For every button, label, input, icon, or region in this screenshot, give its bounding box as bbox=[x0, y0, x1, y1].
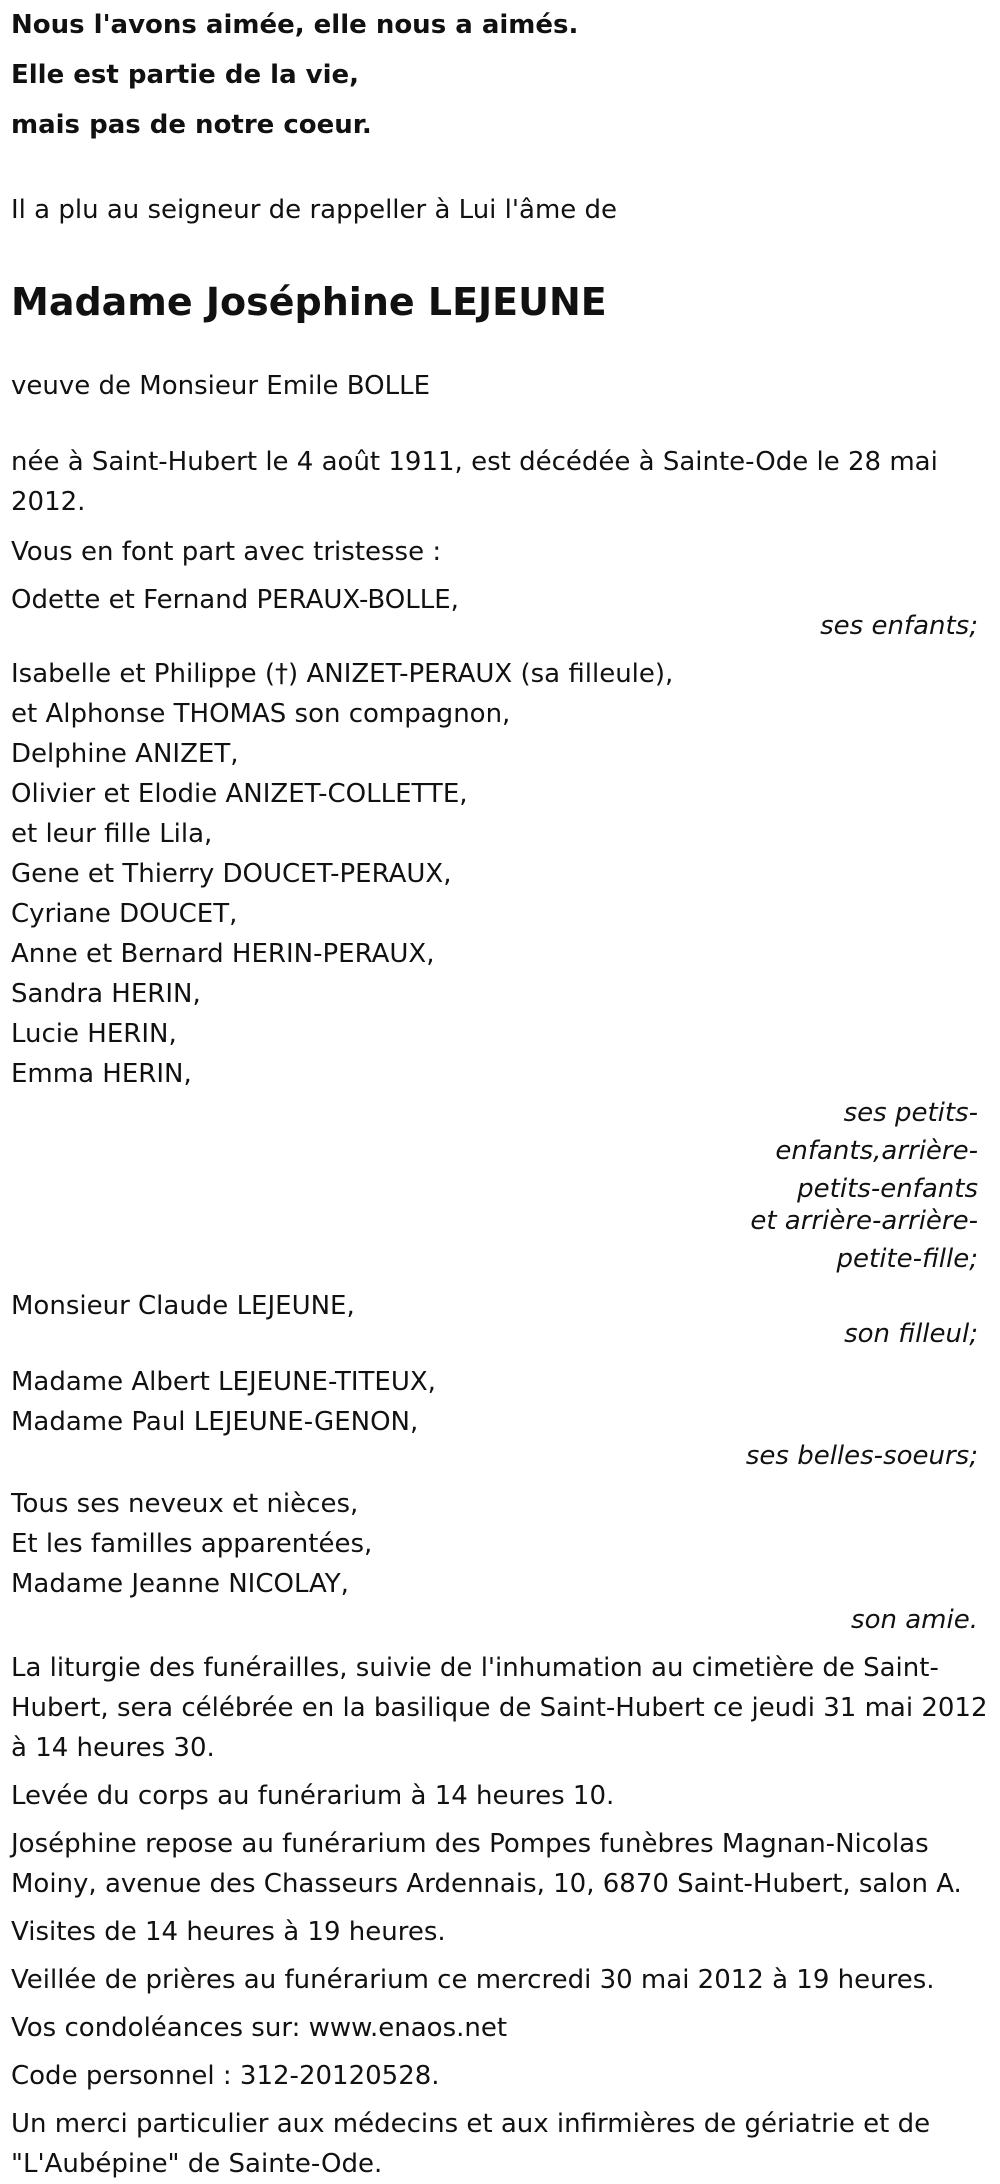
opening-verse bbox=[11, 0, 989, 150]
family-line: et Alphonse THOMAS son compagnon, bbox=[11, 699, 511, 729]
family-line: Madame Jeanne NICOLAY, bbox=[11, 1569, 349, 1599]
verse-line: Elle est partie de la vie, bbox=[11, 60, 360, 90]
family-line: Cyriane DOUCET, bbox=[11, 899, 238, 929]
funeral-paragraph: Visites de 14 heures à 19 heures. bbox=[11, 1917, 446, 1947]
personal-code: Code personnel : 312-20120528. bbox=[11, 2061, 440, 2091]
family-line: Olivier et Elodie ANIZET-COLLETTE, bbox=[11, 779, 468, 809]
family-group-godson bbox=[11, 1286, 989, 1354]
family-line: Madame Albert LEJEUNE-TITEUX, bbox=[11, 1367, 436, 1397]
verse-line: Nous l'avons aimée, elle nous a aimés. bbox=[11, 10, 579, 40]
deceased-name: Madame Joséphine LEJEUNE bbox=[11, 280, 607, 324]
family-line: Isabelle et Philippe (†) ANIZET-PERAUX (sa filleule), bbox=[11, 659, 674, 689]
family-line: Tous ses neveux et nièces, bbox=[11, 1489, 359, 1519]
announce-text: Vous en font part avec tristesse : bbox=[11, 537, 442, 567]
family-line: Madame Paul LEJEUNE-GENON, bbox=[11, 1407, 419, 1437]
family-line: Lucie HERIN, bbox=[11, 1019, 177, 1049]
family-line: Sandra HERIN, bbox=[11, 979, 201, 1009]
relation-label: ses petits-enfants,arrière-petits-enfants bbox=[775, 1098, 978, 1204]
family-group-sisters-in-law bbox=[11, 1362, 989, 1476]
birth-death: née à Saint-Hubert le 4 août 1911, est décédée à Sainte-Ode le 28 mai 2012. bbox=[11, 447, 938, 517]
funeral-paragraph: Joséphine repose au funérarium des Pompes funèbres Magnan-Nicolas Moiny, avenue des Chasseurs Ardennais, 10, 6870 Saint-Hubert, salon A. bbox=[11, 1829, 962, 1899]
family-line: Gene et Thierry DOUCET-PERAUX, bbox=[11, 859, 452, 889]
family-line: Delphine ANIZET, bbox=[11, 739, 239, 769]
funeral-paragraph: Levée du corps au funérarium à 14 heures 10. bbox=[11, 1781, 615, 1811]
verse-line: mais pas de notre coeur. bbox=[11, 110, 372, 140]
funeral-paragraph: Veillée de prières au funérarium ce mercredi 30 mai 2012 à 19 heures. bbox=[11, 1965, 935, 1995]
thanks-paragraph: Un merci particulier aux médecins et aux infirmières de gériatrie et de "L'Aubépine" de Sainte-Ode. bbox=[11, 2109, 931, 2179]
family-line: Et les familles apparentées, bbox=[11, 1529, 373, 1559]
family-line: Emma HERIN, bbox=[11, 1059, 192, 1089]
relation-label: ses enfants; bbox=[820, 611, 978, 641]
relation-label: son filleul; bbox=[844, 1319, 978, 1349]
family-line: Anne et Bernard HERIN-PERAUX, bbox=[11, 939, 435, 969]
family-group-others bbox=[11, 1484, 989, 1640]
widow-of: veuve de Monsieur Emile BOLLE bbox=[11, 371, 430, 401]
family-line: Monsieur Claude LEJEUNE, bbox=[11, 1291, 355, 1321]
funeral-paragraph: La liturgie des funérailles, suivie de l'inhumation au cimetière de Saint-Hubert, sera célébrée en la basilique de Saint-Hubert ce jeudi 31 mai 2012 à 14 heures 30. bbox=[11, 1653, 988, 1763]
family-group-grandchildren bbox=[11, 654, 989, 1278]
relation-label: son amie. bbox=[851, 1605, 978, 1635]
relation-label: ses belles-soeurs; bbox=[745, 1441, 978, 1471]
funeral-details bbox=[11, 1648, 989, 2184]
relation-label: et arrière-arrière-petite-fille; bbox=[750, 1206, 978, 1274]
family-line: Odette et Fernand PERAUX-BOLLE, bbox=[11, 585, 459, 615]
family-line: et leur fille Lila, bbox=[11, 819, 213, 849]
family-group-children bbox=[11, 580, 989, 646]
intro-text: Il a plu au seigneur de rappeller à Lui l'âme de bbox=[11, 195, 618, 225]
condolences-link: Vos condoléances sur: www.enaos.net bbox=[11, 2013, 508, 2043]
